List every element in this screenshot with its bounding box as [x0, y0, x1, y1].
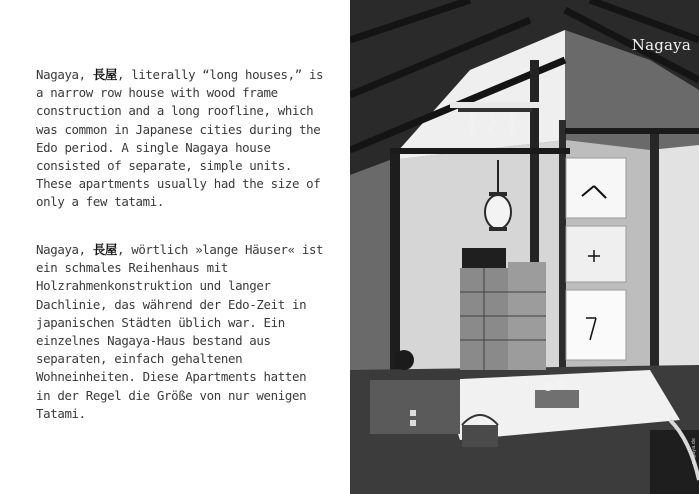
- german-description: [36, 241, 326, 423]
- nagaya-interior-illustration: [350, 0, 699, 494]
- nagaya-kanji: 長屋: [92, 67, 117, 82]
- english-description: [36, 66, 326, 212]
- image-caption: Nagaya: [631, 36, 691, 54]
- nagaya-word-de: Nagaya,: [36, 242, 93, 257]
- nagaya-render-image: [350, 0, 699, 494]
- image-credit: nagaya.de: [691, 437, 697, 464]
- nagaya-word: Nagaya,: [36, 67, 93, 82]
- english-body: , literally “long houses,” is a narrow row house with wood frame construction and a long roofline, which was common in Japanese cities during the Edo period. A single Nagaya house consisted of separate, simple units. These apartments usually had the size of only a few tatami.: [36, 67, 324, 210]
- nagaya-kanji-de: 長屋: [92, 242, 117, 257]
- german-body: , wörtlich »lange Häuser« ist ein schmales Reihenhaus mit Holzrahmenkonstruktion und langer Dachlinie, das während der Edo-Zeit in japanischen Städten üblich war. Ein einzelnes Nagaya-Haus bestand aus separaten, einfach gehaltenen Wohneinheiten. Diese Apartments hatten in der Regel die Größe von nur wenigen Tatami.: [36, 242, 324, 421]
